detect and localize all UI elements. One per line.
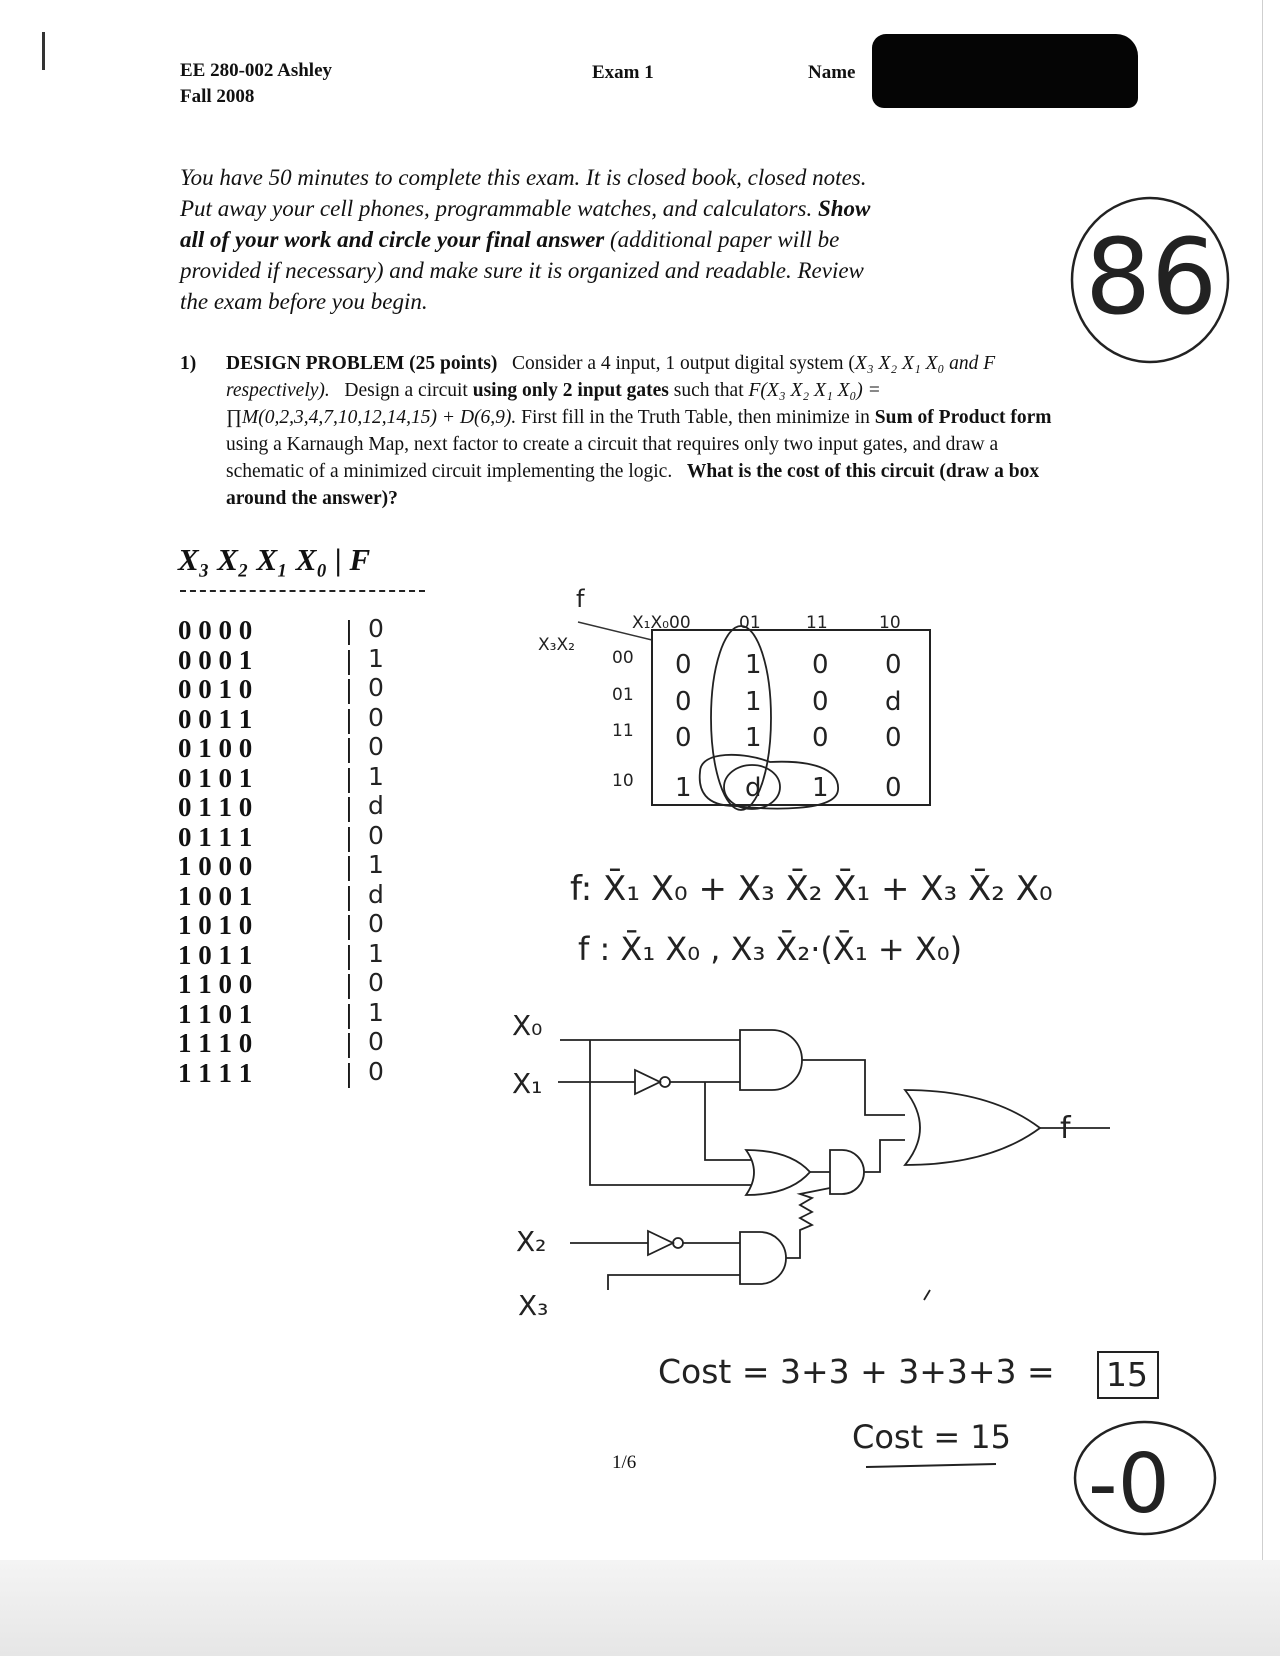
truth-table-separator: | — [346, 998, 352, 1029]
instructions-line-4: provided if necessary) and make sure it is organized and readable. Review — [180, 258, 864, 283]
problem-emphasis: using only 2 input gates — [472, 380, 669, 401]
truth-table-separator: | — [346, 615, 352, 645]
page-number: 1/6 — [612, 1452, 637, 1473]
wire-x1-out — [670, 1082, 752, 1160]
truth-table-output: 0 — [368, 968, 384, 997]
truth-table-inputs: 1 0 1 1 — [178, 939, 253, 970]
course-title: EE 280-002 Ashley — [180, 60, 333, 81]
kmap-col-label: 01 — [739, 613, 761, 633]
kmap-cell: 0 — [675, 687, 692, 717]
truth-table-output: 0 — [368, 702, 384, 732]
wire-and3-out — [786, 1188, 830, 1258]
problem-text-part: Consider a 4 input, 1 output digital system ( — [512, 353, 855, 374]
instructions-emphasis: all of your work and circle your final answer — [180, 227, 605, 252]
kmap-cell: 1 — [812, 773, 829, 803]
kmap-cell: 1 — [745, 723, 762, 753]
kmap-cell: 0 — [885, 773, 902, 803]
exam-title: Exam 1 — [592, 62, 654, 83]
truth-table-separator: | — [346, 792, 352, 822]
and-gate-1 — [740, 1030, 802, 1090]
problem-text-part: using a Karnaugh Map, next factor to create a circuit that requires only two input gates, and draw a schematic of a minimized circuit implementing the logic. — [226, 434, 999, 482]
truth-table-output: 0 — [368, 1056, 384, 1086]
kmap-cell: 0 — [812, 723, 829, 753]
kmap-cell: 1 — [745, 650, 762, 680]
kmap-cell: d — [745, 773, 762, 803]
wire-x3 — [608, 1275, 740, 1290]
or-gate-final — [905, 1090, 1040, 1165]
karnaugh-map — [538, 585, 930, 810]
truth-table-separator: | — [346, 880, 352, 911]
kmap-cell: 0 — [885, 650, 902, 680]
instructions-text: (additional paper will be — [604, 227, 840, 252]
truth-table-separator: | — [346, 703, 352, 734]
kmap-row-label: 01 — [612, 685, 634, 705]
truth-table-inputs: 0 1 1 0 — [178, 792, 253, 822]
problem-text-part: such that — [673, 380, 744, 401]
truth-table-separator: | — [346, 939, 352, 970]
truth-table-inputs: 0 0 1 0 — [178, 674, 253, 704]
inverter-x1 — [635, 1070, 660, 1094]
truth-table-output: 0 — [368, 820, 384, 850]
cost-boxed-answer: 15 — [1106, 1355, 1148, 1394]
kmap-cell: 1 — [745, 687, 762, 717]
input-label-x1: X₁ — [512, 1067, 543, 1100]
input-label-x0: X₀ — [512, 1009, 543, 1042]
kmap-corner-left: X₃X₂ — [538, 635, 575, 655]
truth-table-separator: | — [346, 674, 352, 704]
truth-table-output: 0 — [368, 614, 384, 643]
problem-text-part: First fill in the Truth Table, then minimize in — [521, 407, 870, 428]
instructions-line-5: the exam before you begin. — [180, 289, 428, 314]
input-label-x2: X₂ — [516, 1225, 547, 1258]
instructions-line-1: You have 50 minutes to complete this exam. It is closed book, closed notes. — [180, 165, 867, 190]
inverter-x2 — [648, 1231, 673, 1255]
truth-table-inputs: 1 1 1 0 — [178, 1028, 253, 1058]
kmap-row-label: 11 — [612, 721, 634, 741]
kmap-cell: 1 — [675, 773, 692, 803]
truth-table-inputs: 1 0 1 0 — [178, 910, 253, 940]
instructions-text: Put away your cell phones, programmable watches, and calculators. — [180, 196, 818, 221]
kmap-cells — [675, 650, 902, 803]
truth-table-output: d — [368, 879, 384, 909]
truth-table-inputs: 0 0 1 1 — [178, 703, 253, 734]
truth-table-output: 1 — [368, 643, 384, 673]
deduction-value: -0 — [1088, 1437, 1170, 1532]
and-gate-3 — [740, 1232, 786, 1284]
truth-table-inputs: 1 0 0 1 — [178, 880, 253, 911]
truth-table-separator: | — [346, 1028, 352, 1058]
wire-and1-out — [802, 1060, 905, 1115]
truth-table-output: 1 — [368, 997, 384, 1027]
truth-table-output: 1 — [368, 850, 384, 879]
truth-table-inputs: 0 1 1 1 — [178, 821, 253, 852]
truth-table-separator: | — [346, 762, 352, 793]
truth-table-output: 1 — [368, 938, 384, 968]
cost-expression: Cost = 3+3 + 3+3+3 = — [658, 1352, 1055, 1391]
truth-table-inputs: 1 1 0 0 — [178, 969, 253, 999]
truth-table-output: 0 — [368, 909, 384, 938]
wire-and2-out — [864, 1140, 905, 1172]
truth-table-inputs: 1 1 1 1 — [178, 1057, 253, 1088]
truth-table-separator: | — [346, 969, 352, 999]
truth-table-inputs: 0 1 0 1 — [178, 762, 253, 793]
kmap-col-label: 11 — [806, 613, 828, 633]
truth-table-output: 0 — [368, 1027, 384, 1056]
name-label: Name — [808, 62, 856, 83]
kmap-row-label: 10 — [612, 771, 634, 791]
or-gate-1 — [746, 1150, 810, 1195]
input-label-x3: X₃ — [518, 1289, 549, 1322]
term: Fall 2008 — [180, 86, 255, 107]
output-label-f: f — [1060, 1111, 1071, 1146]
cost-underline — [866, 1464, 996, 1467]
truth-table-inputs: 0 0 0 1 — [178, 644, 253, 675]
problem-text-part: Design a circuit — [344, 380, 468, 401]
kmap-col-label: 10 — [879, 613, 901, 633]
kmap-cell: 0 — [812, 650, 829, 680]
problem-variables: X₃ X₂ X₁ X₀ and F respectively). — [226, 353, 996, 401]
truth-table-header: X₃ X₂ X₁ X₀ | F — [178, 542, 371, 577]
truth-table-inputs: 0 0 0 0 — [178, 615, 253, 645]
kmap-row-labels — [612, 648, 634, 791]
problem-emphasis: Sum of Product form — [874, 407, 1052, 428]
stray-mark — [924, 1290, 930, 1300]
kmap-col-label: 00 — [669, 613, 691, 633]
truth-table-separator: | — [346, 910, 352, 940]
truth-table-output: d — [368, 791, 384, 820]
kmap-corner-top: X₁X₀ — [632, 613, 669, 633]
truth-table-separator: | — [346, 733, 352, 763]
problem-function: F(X₃ X₂ X₁ X₀) = ∏M(0,2,3,4,7,10,12,14,15) + D(6,9). — [226, 380, 881, 428]
equation-factored: f : X̄₁ X₀ , X₃ X̄₂·(X̄₁ + X₀) — [578, 930, 963, 968]
kmap-cell: 0 — [885, 723, 902, 753]
equation-sop: f: X̄₁ X₀ + X₃ X̄₂ X̄₁ + X₃ X̄₂ X₀ — [570, 869, 1053, 909]
cost-final: Cost = 15 — [852, 1418, 1012, 1456]
truth-table-separator: | — [346, 1057, 352, 1088]
kmap-output-label: f — [576, 585, 585, 613]
problem-title: DESIGN PROBLEM (25 points) — [226, 353, 498, 374]
kmap-cell: 0 — [812, 687, 829, 717]
truth-table-separator: | — [346, 821, 352, 852]
truth-table-inputs: 1 0 0 0 — [178, 851, 253, 881]
kmap-cell: d — [885, 687, 902, 717]
truth-table-output: 0 — [368, 732, 384, 761]
wire-x0 — [560, 1040, 752, 1185]
problem-number: 1) — [180, 353, 197, 374]
kmap-cell: 0 — [675, 723, 692, 753]
instructions-emphasis: Show — [817, 196, 871, 221]
truth-table-output: 0 — [368, 673, 384, 702]
and-gate-2 — [830, 1150, 864, 1194]
truth-table-inputs: 1 1 0 1 — [178, 998, 253, 1029]
truth-table-output: 1 — [368, 761, 384, 791]
circuit-schematic — [512, 1009, 1110, 1322]
problem-question: What is the cost of this circuit (draw a box around the answer)? — [226, 461, 1040, 509]
kmap-group-column — [711, 626, 771, 810]
truth-table-inputs: 0 1 0 0 — [178, 733, 253, 763]
truth-table-separator: | — [346, 851, 352, 881]
kmap-cell: 0 — [675, 650, 692, 680]
truth-table-separator: | — [346, 644, 352, 675]
kmap-row-label: 00 — [612, 648, 634, 668]
score-total: 86 — [1085, 216, 1218, 338]
